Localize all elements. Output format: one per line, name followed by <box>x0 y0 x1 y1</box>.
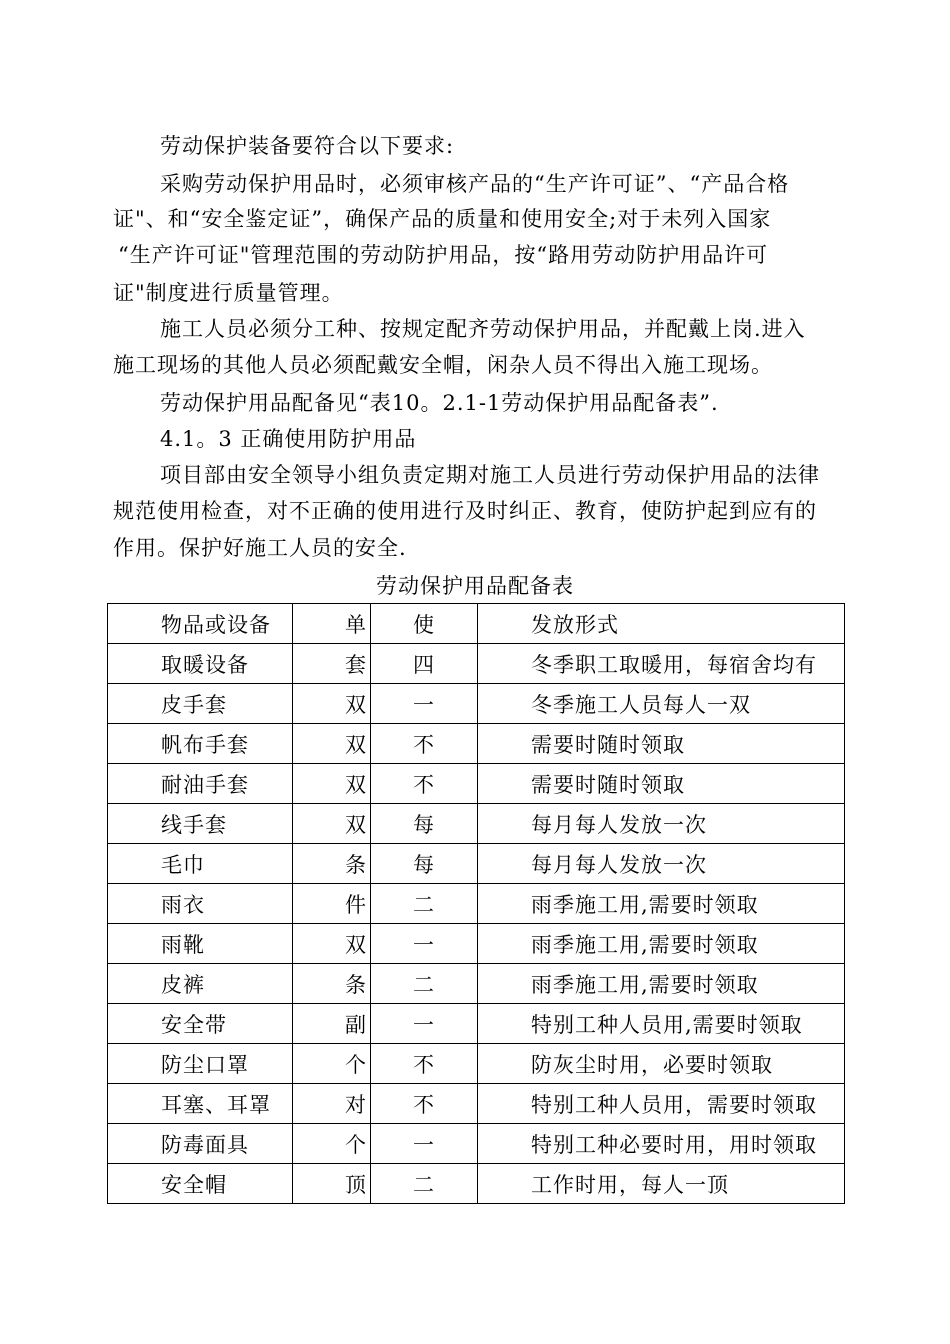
paragraph-line: 证"制度进行质量管理。 <box>113 281 344 305</box>
paragraph-line: 劳动保护用品配备见“表10。2.1-1劳动保护用品配备表”. <box>160 391 719 415</box>
cell-item: 安全帽 <box>108 1164 293 1204</box>
header-cell-item: 物品或设备 <box>108 604 293 644</box>
cell-form: 特别工种必要时用，用时领取 <box>478 1124 845 1164</box>
cell-form: 需要时随时领取 <box>478 724 845 764</box>
cell-unit: 双 <box>293 924 371 964</box>
cell-form: 雨季施工用,需要时领取 <box>478 924 845 964</box>
header-cell-unit: 单 <box>293 604 371 644</box>
cell-item: 安全带 <box>108 1004 293 1044</box>
cell-use: 一 <box>371 1004 478 1044</box>
table-row <box>108 924 845 964</box>
table-row <box>108 1164 845 1204</box>
cell-item: 皮裤 <box>108 964 293 1004</box>
cell-form: 冬季职工取暖用，每宿舍均有 <box>478 644 845 684</box>
cell-form: 每月每人发放一次 <box>478 844 845 884</box>
equipment-table <box>107 603 845 1204</box>
cell-item: 帆布手套 <box>108 724 293 764</box>
header-cell-use: 使 <box>371 604 478 644</box>
table-row <box>108 644 845 684</box>
cell-use: 每 <box>371 804 478 844</box>
table-row <box>108 884 845 924</box>
cell-use: 一 <box>371 1124 478 1164</box>
cell-use: 不 <box>371 1084 478 1124</box>
table-row <box>108 764 845 804</box>
cell-item: 防尘口罩 <box>108 1044 293 1084</box>
table-row <box>108 1084 845 1124</box>
cell-use: 二 <box>371 964 478 1004</box>
cell-use: 一 <box>371 924 478 964</box>
cell-unit: 双 <box>293 804 371 844</box>
cell-unit: 双 <box>293 764 371 804</box>
cell-use: 二 <box>371 884 478 924</box>
cell-unit: 双 <box>293 724 371 764</box>
cell-use: 不 <box>371 1044 478 1084</box>
paragraph-line: 项目部由安全领导小组负责定期对施工人员进行劳动保护用品的法律 <box>160 463 820 487</box>
cell-item: 防毒面具 <box>108 1124 293 1164</box>
cell-form: 特别工种人员用，需要时领取 <box>478 1084 845 1124</box>
cell-item: 毛巾 <box>108 844 293 884</box>
cell-unit: 副 <box>293 1004 371 1044</box>
cell-unit: 对 <box>293 1084 371 1124</box>
cell-form: 每月每人发放一次 <box>478 804 845 844</box>
paragraph-line: 作用。保护好施工人员的安全. <box>113 536 407 560</box>
paragraph-line: 证"、和“安全鉴定证”，确保产品的质量和使用安全;对于未列入国家 <box>113 207 772 231</box>
cell-unit: 件 <box>293 884 371 924</box>
cell-form: 防灰尘时用，必要时领取 <box>478 1044 845 1084</box>
cell-form: 雨季施工用,需要时领取 <box>478 964 845 1004</box>
cell-use: 一 <box>371 684 478 724</box>
cell-form: 特别工种人员用,需要时领取 <box>478 1004 845 1044</box>
table-row <box>108 844 845 884</box>
cell-use: 每 <box>371 844 478 884</box>
header-cell-form: 发放形式 <box>478 604 845 644</box>
cell-unit: 条 <box>293 964 371 1004</box>
cell-item: 取暖设备 <box>108 644 293 684</box>
cell-use: 不 <box>371 724 478 764</box>
cell-unit: 个 <box>293 1044 371 1084</box>
cell-form: 冬季施工人员每人一双 <box>478 684 845 724</box>
table-header-row <box>108 604 845 644</box>
cell-unit: 顶 <box>293 1164 371 1204</box>
cell-use: 四 <box>371 644 478 684</box>
paragraph-line: 劳动保护装备要符合以下要求: <box>160 134 455 158</box>
cell-unit: 套 <box>293 644 371 684</box>
paragraph-line: “生产许可证"管理范围的劳动防护用品，按“路用劳动防护用品许可 <box>118 243 769 267</box>
cell-unit: 双 <box>293 684 371 724</box>
cell-unit: 条 <box>293 844 371 884</box>
cell-item: 皮手套 <box>108 684 293 724</box>
paragraph-line: 采购劳动保护用品时，必须审核产品的“生产许可证”、“产品合格 <box>160 172 790 196</box>
table-row <box>108 964 845 1004</box>
table-row <box>108 1004 845 1044</box>
table-caption: 劳动保护用品配备表 <box>376 574 574 598</box>
table-row <box>108 1124 845 1164</box>
table-row <box>108 804 845 844</box>
paragraph-line: 施工现场的其他人员必须配戴安全帽，闲杂人员不得出入施工现场。 <box>113 353 773 377</box>
cell-item: 雨衣 <box>108 884 293 924</box>
paragraph-line: 施工人员必须分工种、按规定配齐劳动保护用品，并配戴上岗.进入 <box>160 317 806 341</box>
cell-form: 雨季施工用,需要时领取 <box>478 884 845 924</box>
cell-item: 线手套 <box>108 804 293 844</box>
paragraph-line: 规范使用检查，对不正确的使用进行及时纠正、教育，使防护起到应有的 <box>113 499 817 523</box>
cell-form: 需要时随时领取 <box>478 764 845 804</box>
table-row <box>108 684 845 724</box>
cell-use: 不 <box>371 764 478 804</box>
table-row <box>108 724 845 764</box>
table-row <box>108 1044 845 1084</box>
cell-item: 耐油手套 <box>108 764 293 804</box>
cell-form: 工作时用，每人一顶 <box>478 1164 845 1204</box>
cell-use: 二 <box>371 1164 478 1204</box>
cell-item: 雨靴 <box>108 924 293 964</box>
cell-unit: 个 <box>293 1124 371 1164</box>
cell-item: 耳塞、耳罩 <box>108 1084 293 1124</box>
section-heading: 4.1。3 正确使用防护用品 <box>160 427 417 451</box>
